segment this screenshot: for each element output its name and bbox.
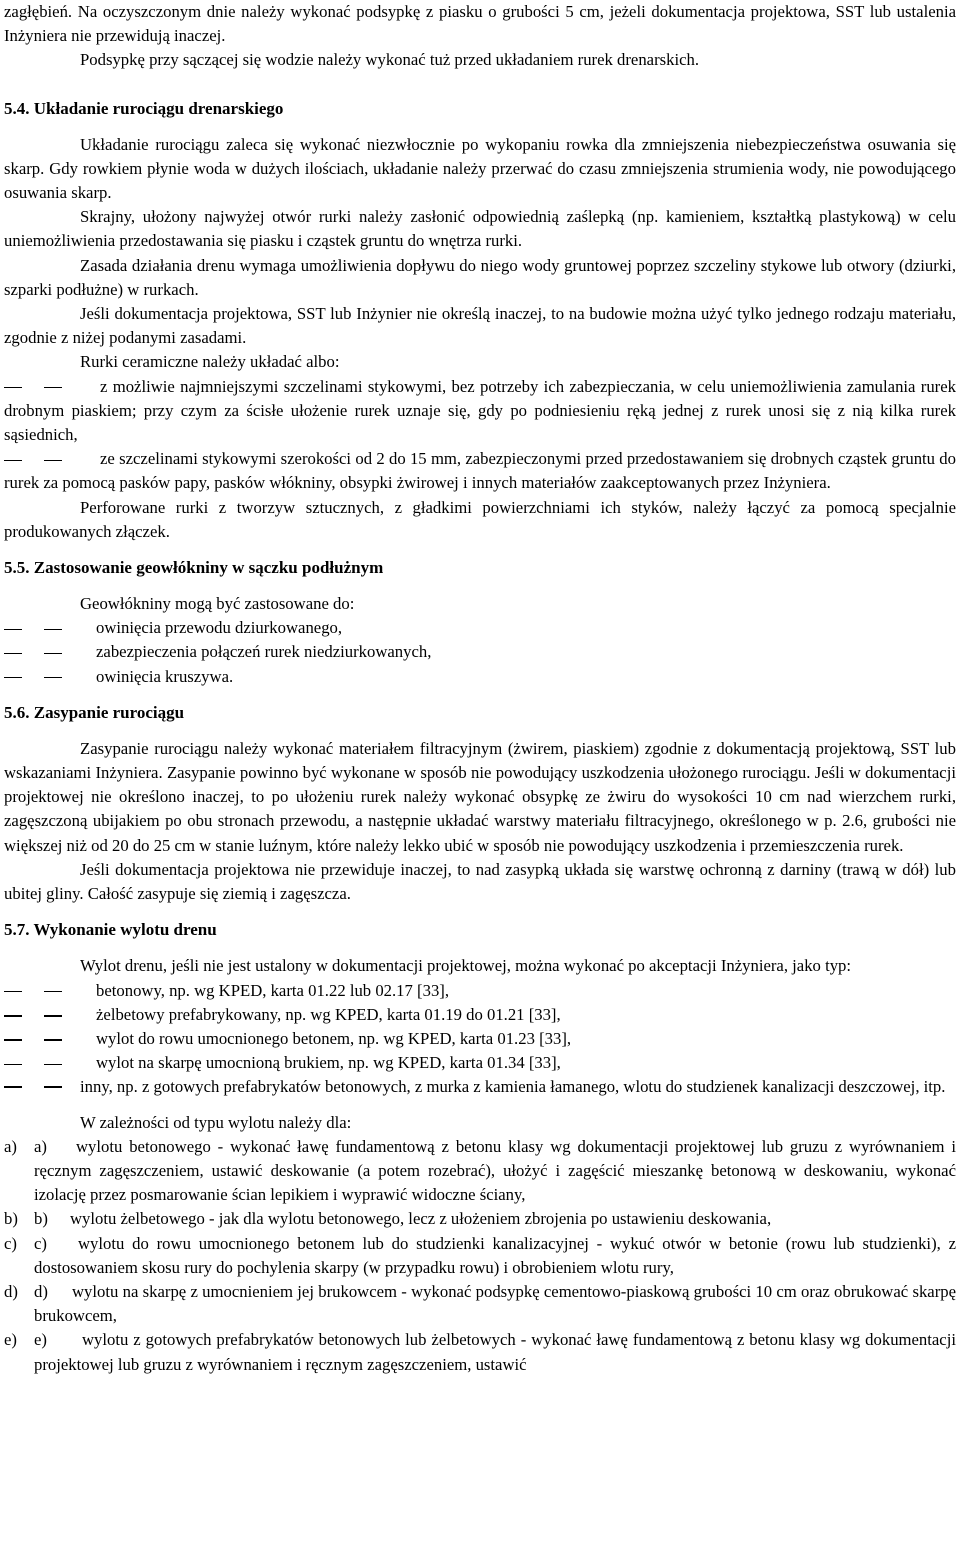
dash-list-item — [4, 1027, 956, 1051]
dash-list-text: owinięcia kruszywa. — [96, 666, 234, 686]
dash-list-item — [4, 1003, 956, 1027]
dash-list-text: owinięcia przewodu dziurkowanego, — [96, 618, 343, 638]
lettered-text — [34, 1232, 956, 1280]
letter-label-inner: b) — [34, 1209, 48, 1229]
letter-label-outer: d) — [4, 1281, 18, 1301]
dash-icon — [4, 653, 22, 654]
lettered-item-d — [4, 1280, 956, 1328]
dash-icon — [44, 460, 62, 461]
letter-label-inner: e) — [34, 1330, 47, 1350]
dash-list-text: żelbetowy prefabrykowany, np. wg KPED, karta 01.19 do 01.21 [33], — [96, 1004, 561, 1024]
dash-icon — [4, 1086, 22, 1087]
dash-list-item — [4, 1051, 956, 1075]
lettered-content: wylotu z gotowych prefabrykatów betonowych lub żelbetowych - wykonać ławę fundamentową z betonu klasy wg dokumentacji projektowej lub gruzu z wyrównaniem i ręcznym zagęszczeniem, ustawić — [34, 1330, 956, 1374]
dash-list-text: ze szczelinami stykowymi szerokości od 2 do 15 mm, zabezpieczonymi przed przedostawaniem się drobnych cząstek gruntu do rurek za pomocą pasków papy, pasków włókniny, obsypki żwirowej i innych materiałów zaakceptowanych przez Inżyniera. — [4, 449, 956, 493]
section-heading-5-7: 5.7. Wykonanie wylotu drenu — [4, 920, 217, 940]
lettered-content: wylotu na skarpę z umocnieniem jej brukowcem - wykonać podsypkę cementowo-piaskową grubości 10 cm oraz obrukować skarpę brukowcem, — [34, 1281, 956, 1326]
paragraph: W zależności od typu wylotu należy dla: — [80, 1112, 352, 1132]
lettered-text — [34, 1135, 956, 1208]
dash-icon — [44, 677, 62, 678]
lettered-text — [34, 1280, 956, 1328]
lettered-item-e — [4, 1328, 956, 1376]
dash-icon — [44, 1015, 62, 1016]
dash-list-item — [4, 447, 956, 495]
dash-icon — [4, 1039, 22, 1040]
letter-label-outer: b) — [4, 1209, 18, 1229]
lettered-text — [34, 1207, 956, 1231]
letter-label-inner: a) — [34, 1136, 47, 1156]
intro-paragraph-2: Podsypkę przy sączącej się wodzie należy wykonać tuż przed układaniem rurek drenarskich. — [80, 50, 700, 70]
dash-icon — [4, 460, 22, 461]
dash-icon — [44, 1064, 62, 1065]
paragraph: Wylot drenu, jeśli nie jest ustalony w dokumentacji projektowej, można wykonać po akceptacji Inżyniera, jako typ: — [80, 956, 852, 976]
dash-list-text — [34, 1075, 956, 1110]
lettered-item-b — [4, 1207, 956, 1231]
dash-icon — [44, 653, 62, 654]
dash-list-item — [4, 375, 956, 448]
paragraph: Jeśli dokumentacja projektowa, SST lub Inżynier nie określą inaczej, to na budowie można użyć tylko jednego rodzaju materiału, zgodnie z niżej podanymi zasadami. — [4, 304, 956, 348]
dash-icon — [4, 677, 22, 678]
dash-icon — [4, 629, 22, 630]
paragraph: Geowłókniny mogą być zastosowane do: — [80, 594, 355, 614]
letter-label-inner: c) — [34, 1233, 47, 1253]
intro-paragraph: zagłębień. Na oczyszczonym dnie należy wykonać podsypkę z piasku o grubości 5 cm, jeżeli dokumentacja projektowa, SST lub ustalenia Inżyniera nie przewidują inaczej. — [4, 2, 956, 46]
lettered-content: wylotu do rowu umocnionego betonem lub do studzienki kanalizacyjnej - wykuć otwór w betonie (rowu lub studzienki), z dostosowaniem skosu rury do pochylenia skarpy (w przypadku rowu) i obrobieniem wlotu rury, — [34, 1233, 956, 1277]
paragraph: Rurki ceramiczne należy układać albo: — [80, 352, 340, 372]
dash-list-text-content: inny, np. z gotowych prefabrykatów betonowych, z murka z kamienia łamanego, wlotu do studzienek kanalizacji deszczowej, itp. — [80, 1077, 946, 1097]
paragraph: Zasypanie rurociągu należy wykonać materiałem filtracyjnym (żwirem, piaskiem) zgodnie z dokumentacją projektową, SST lub wskazaniami Inżyniera. Zasypanie powinno być wykonane w sposób nie powodujący uszkodzenia ułożonego rurociągu. Jeśli w dokumentacji projektowej nie określono inaczej, to po ułożeniu rurek należy wykonać obsypkę ze żwiru do wysokości 10 cm nad wierzchem rurki, zagęszczoną ubijakiem po obu stronach przewodu, a następnie układać warstwy materiału filtracyjnego, określonego w p. 2.6, grubości nie większej niż od 20 do 25 cm w stanie luźnym, które należy lekko ubić w sposób nie powodujący uszkodzenia i przemieszczenia rurek. — [4, 738, 956, 855]
paragraph: Układanie rurociągu zaleca się wykonać niezwłocznie po wykopaniu rowka dla zmniejszenia niebezpieczeństwa osuwania się skarp. Gdy rowkiem płynie woda w dużych ilościach, układanie należy przerwać do czasu zmniejszenia strumienia wody, nie powodującego osuwania skarp. — [4, 134, 956, 203]
dash-icon — [4, 1015, 22, 1016]
dash-list-text: z możliwie najmniejszymi szczelinami stykowymi, bez potrzeby ich zabezpieczania, w celu uniemożliwienia zamulania rurek drobnym piaskiem; przy czym za ścisłe ułożenie rurek uznaje się, gdy po podniesieniu ręką jednej z rurek unosi się z nią kilka rurek sąsiednich, — [4, 376, 956, 445]
dash-list-item — [4, 616, 956, 640]
section-heading-5-4: 5.4. Układanie rurociągu drenarskiego — [4, 98, 284, 118]
letter-label-outer: e) — [4, 1330, 17, 1350]
dash-icon — [44, 387, 62, 388]
dash-icon — [4, 991, 22, 992]
dash-list-item-hanging — [4, 1075, 956, 1110]
dash-icon — [44, 1039, 62, 1040]
letter-label-outer: c) — [4, 1233, 17, 1253]
dash-icon — [44, 991, 62, 992]
dash-icon — [4, 387, 22, 388]
lettered-content: wylotu żelbetowego - jak dla wylotu betonowego, lecz z ułożeniem zbrojenia po ustawieniu deskowania, — [70, 1209, 772, 1229]
paragraph: Perforowane rurki z tworzyw sztucznych, z gładkimi powierzchniami ich styków, należy łączyć za pomocą specjalnie produkowanych złączek. — [4, 497, 956, 541]
dash-icon — [4, 1064, 22, 1065]
paragraph: Skrajny, ułożony najwyżej otwór rurki należy zasłonić odpowiednią zaślepką (np. kamieniem, kształtką plastykową) w celu uniemożliwienia przedostawania się piasku i cząstek gruntu do wnętrza rurki. — [4, 207, 956, 251]
dash-list-item — [4, 979, 956, 1003]
dash-list-text: wylot na skarpę umocnioną brukiem, np. wg KPED, karta 01.34 [33], — [96, 1053, 561, 1073]
lettered-item-c — [4, 1232, 956, 1280]
letter-label-outer: a) — [4, 1136, 17, 1156]
dash-list-text: betonowy, np. wg KPED, karta 01.22 lub 02.17 [33], — [96, 980, 450, 1000]
dash-list-text: wylot do rowu umocnionego betonem, np. wg KPED, karta 01.23 [33], — [96, 1028, 572, 1048]
dash-list-item — [4, 640, 956, 664]
paragraph: Zasada działania drenu wymaga umożliwienia dopływu do niego wody gruntowej poprzez szczeliny stykowe lub otwory (dziurki, szparki podłużne) w rurkach. — [4, 255, 956, 299]
dash-list-item — [4, 665, 956, 689]
lettered-item-a — [4, 1135, 956, 1208]
letter-label-inner: d) — [34, 1281, 48, 1301]
lettered-text — [34, 1328, 956, 1376]
section-heading-5-6: 5.6. Zasypanie rurociągu — [4, 702, 185, 722]
section-heading-5-5: 5.5. Zastosowanie geowłókniny w sączku podłużnym — [4, 558, 384, 578]
lettered-content: wylotu betonowego - wykonać ławę fundamentową z betonu klasy wg dokumentacji projektowej lub gruzu z wyrównaniem i ręcznym zagęszczeniem, ustawić deskowanie (a potem rozebrać), ułożyć i zagęścić mieszankę betonową w deskowaniu, wykonać izolację przez posmarowanie ścian lepikiem i wyprawić widoczne ściany, — [34, 1136, 956, 1205]
dash-icon — [44, 629, 62, 630]
dash-list-text: zabezpieczenia połączeń rurek niedziurkowanych, — [96, 642, 432, 662]
paragraph: Jeśli dokumentacja projektowa nie przewiduje inaczej, to nad zasypką układa się warstwę ochronną z darniny (trawą w dół) lub ubitej gliny. Całość zasypuje się ziemią i zagęszcza. — [4, 859, 956, 904]
